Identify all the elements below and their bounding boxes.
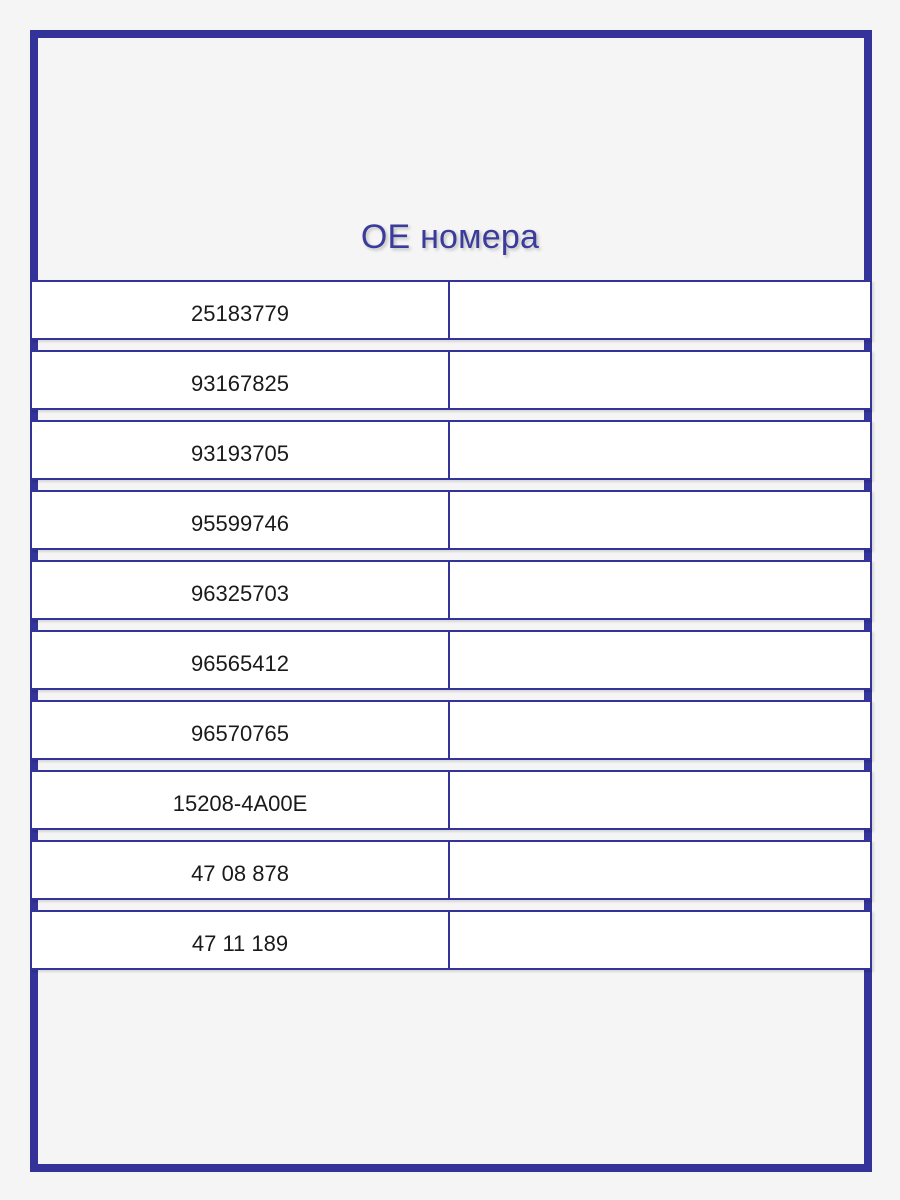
oe-number-cell: 95599746	[32, 492, 450, 548]
oe-number-cell: 47 08 878	[32, 842, 450, 898]
empty-cell	[450, 492, 870, 548]
empty-cell	[450, 562, 870, 618]
empty-cell	[450, 842, 870, 898]
oe-number-cell: 96325703	[32, 562, 450, 618]
table-row	[30, 280, 872, 340]
empty-cell	[450, 282, 870, 338]
empty-cell	[450, 702, 870, 758]
empty-cell	[450, 912, 870, 968]
oe-numbers-table	[30, 280, 872, 970]
oe-number-cell: 93167825	[32, 352, 450, 408]
empty-cell	[450, 632, 870, 688]
table-row	[30, 910, 872, 970]
page-title: OE номера	[360, 218, 540, 256]
oe-number-cell: 47 11 189	[32, 912, 450, 968]
oe-number-cell: 93193705	[32, 422, 450, 478]
empty-cell	[450, 422, 870, 478]
table-row	[30, 700, 872, 760]
table-row	[30, 630, 872, 690]
empty-cell	[450, 772, 870, 828]
table-row	[30, 420, 872, 480]
table-row	[30, 560, 872, 620]
oe-number-cell: 96570765	[32, 702, 450, 758]
table-row	[30, 770, 872, 830]
table-row	[30, 350, 872, 410]
table-row	[30, 840, 872, 900]
empty-cell	[450, 352, 870, 408]
oe-number-cell: 96565412	[32, 632, 450, 688]
oe-number-cell: 25183779	[32, 282, 450, 338]
table-row	[30, 490, 872, 550]
oe-number-cell: 15208-4A00E	[32, 772, 450, 828]
